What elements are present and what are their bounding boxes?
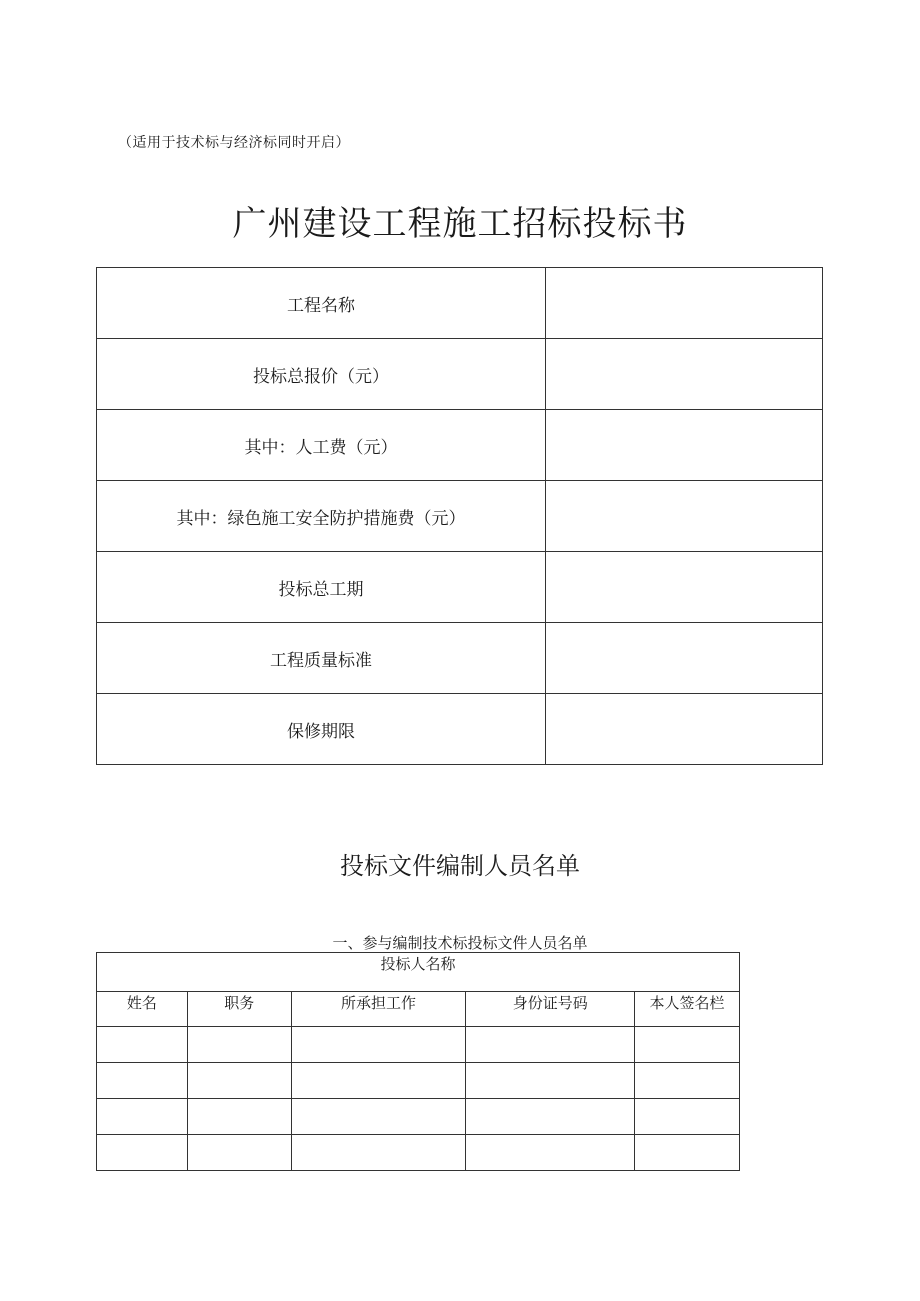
info-row-project-name — [97, 268, 823, 339]
staff-table — [96, 952, 740, 1171]
info-value-field[interactable] — [546, 552, 823, 623]
cell-signature[interactable] — [635, 1027, 740, 1063]
info-row-safety-fee — [97, 481, 823, 552]
cell-id-number[interactable] — [466, 1063, 635, 1099]
info-value-field[interactable] — [546, 268, 823, 339]
cell-id-number[interactable] — [466, 1135, 635, 1171]
info-value-field[interactable] — [546, 339, 823, 410]
info-row-total-price — [97, 339, 823, 410]
cell-responsibility[interactable] — [291, 1027, 466, 1063]
column-header-signature: 本人签名栏 — [635, 992, 740, 1027]
info-label: 工程名称 — [97, 268, 546, 339]
cell-signature[interactable] — [635, 1099, 740, 1135]
column-header-name: 姓名 — [97, 992, 188, 1027]
info-value-field[interactable] — [546, 481, 823, 552]
cell-responsibility[interactable] — [291, 1099, 466, 1135]
applicability-note: （适用于技术标与经济标同时开启） — [118, 135, 350, 151]
table-row — [97, 1099, 740, 1135]
table-row — [97, 1027, 740, 1063]
cell-responsibility[interactable] — [291, 1135, 466, 1171]
table-row — [97, 1063, 740, 1099]
info-value-field[interactable] — [546, 694, 823, 765]
info-label: 其中：人工费（元） — [97, 410, 546, 481]
cell-name[interactable] — [97, 1135, 188, 1171]
cell-position[interactable] — [187, 1063, 291, 1099]
info-row-quality-standard — [97, 623, 823, 694]
bidder-name-header: 投标人名称 — [97, 953, 740, 992]
staff-table-header-row — [97, 953, 740, 992]
info-label: 其中：绿色施工安全防护措施费（元） — [97, 481, 546, 552]
document-title: 广州建设工程施工招标投标书 — [232, 204, 688, 244]
info-label: 保修期限 — [97, 694, 546, 765]
column-header-position: 职务 — [187, 992, 291, 1027]
staff-list-title: 投标文件编制人员名单 — [340, 852, 580, 880]
info-row-labor-cost — [97, 410, 823, 481]
staff-list-caption: 一、参与编制技术标投标文件人员名单 — [332, 934, 588, 952]
cell-name[interactable] — [97, 1063, 188, 1099]
cell-position[interactable] — [187, 1027, 291, 1063]
bid-info-table — [96, 267, 823, 765]
info-label: 投标总报价（元） — [97, 339, 546, 410]
cell-position[interactable] — [187, 1135, 291, 1171]
info-value-field[interactable] — [546, 410, 823, 481]
column-header-responsibility: 所承担工作 — [291, 992, 466, 1027]
cell-id-number[interactable] — [466, 1099, 635, 1135]
column-header-id-number: 身份证号码 — [466, 992, 635, 1027]
cell-position[interactable] — [187, 1099, 291, 1135]
info-label: 投标总工期 — [97, 552, 546, 623]
info-value-field[interactable] — [546, 623, 823, 694]
cell-responsibility[interactable] — [291, 1063, 466, 1099]
cell-name[interactable] — [97, 1099, 188, 1135]
cell-id-number[interactable] — [466, 1027, 635, 1063]
table-row — [97, 1135, 740, 1171]
cell-name[interactable] — [97, 1027, 188, 1063]
cell-signature[interactable] — [635, 1135, 740, 1171]
info-row-warranty — [97, 694, 823, 765]
info-row-duration — [97, 552, 823, 623]
info-label: 工程质量标准 — [97, 623, 546, 694]
staff-table-column-row — [97, 992, 740, 1027]
cell-signature[interactable] — [635, 1063, 740, 1099]
